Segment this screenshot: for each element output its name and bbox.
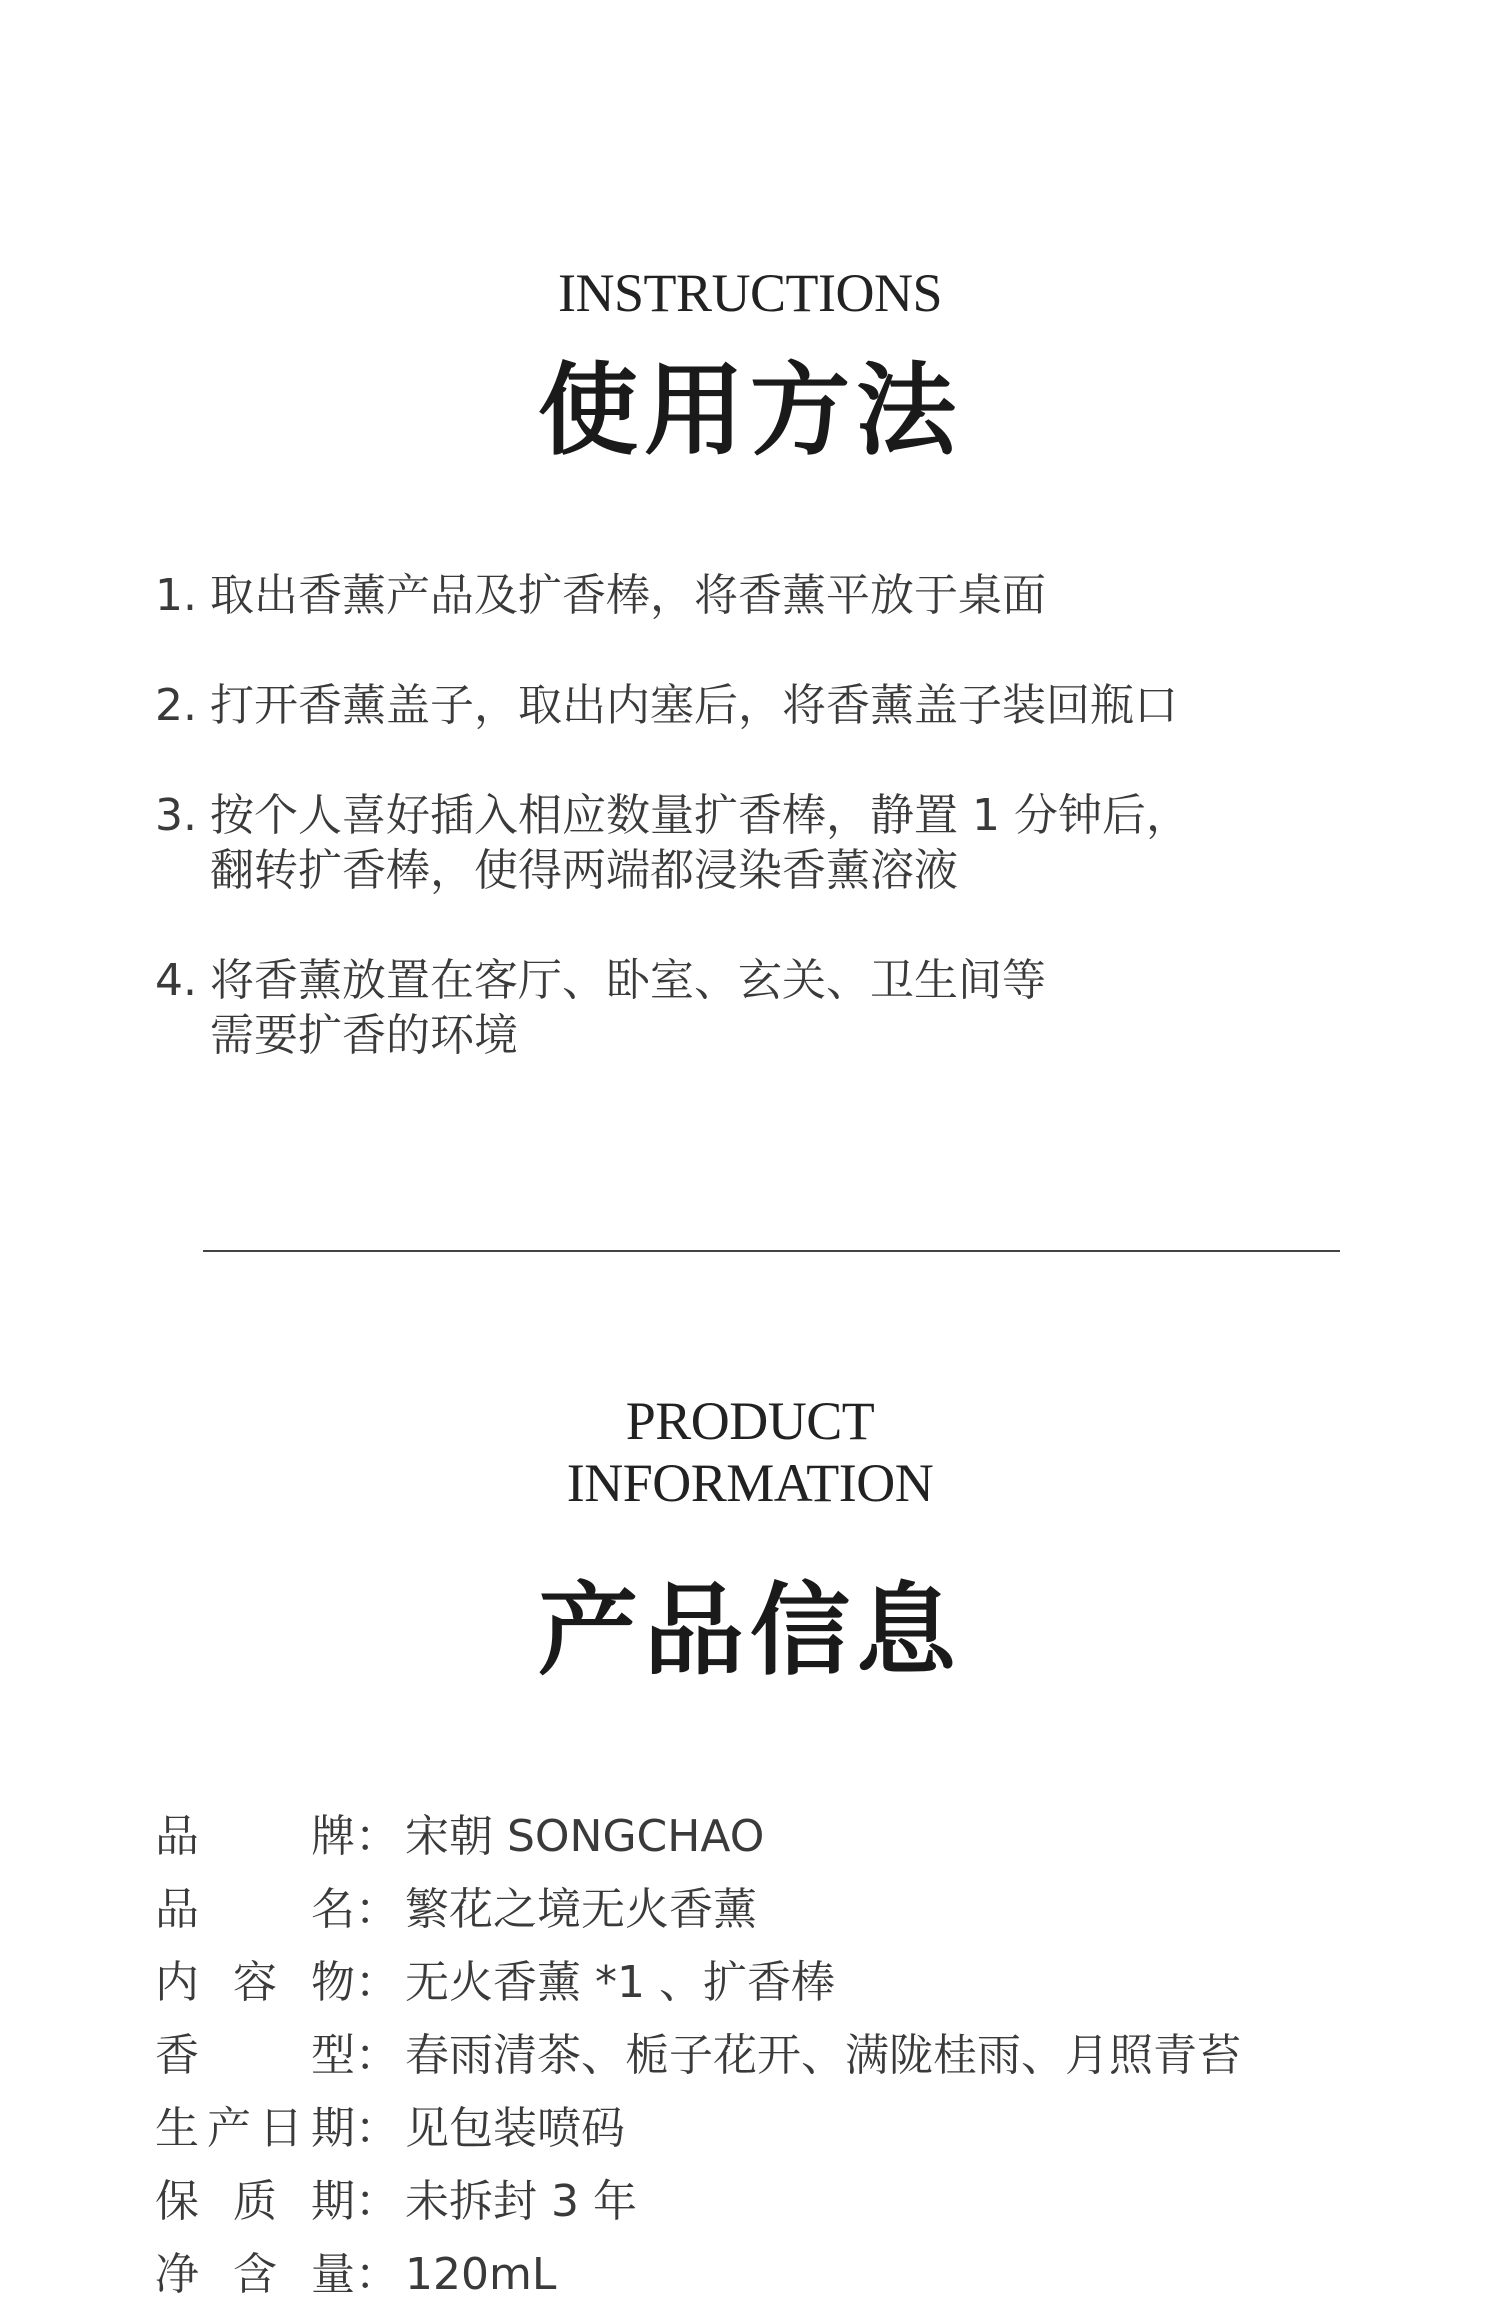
label-colon: ： bbox=[355, 1957, 399, 2008]
label-char: 品 bbox=[155, 1884, 199, 1935]
info-value: 见包装喷码 bbox=[405, 2103, 625, 2154]
label-char: 日 bbox=[259, 2103, 303, 2154]
step-item-1 bbox=[155, 568, 1355, 623]
label-colon: ： bbox=[355, 2249, 399, 2300]
step-line: 按个人喜好插入相应数量扩香棒，静置 1 分钟后， bbox=[210, 790, 1190, 841]
info-label bbox=[155, 2238, 405, 2311]
label-char: 内 bbox=[155, 1957, 199, 2008]
instructions-steps bbox=[155, 568, 1355, 1118]
info-label bbox=[155, 1873, 405, 1946]
label-colon: ： bbox=[355, 2176, 399, 2227]
step-line: 将香薰放置在客厅、卧室、玄关、卫生间等 bbox=[210, 955, 1046, 1006]
info-row-scent bbox=[155, 2019, 1455, 2092]
info-row-production-date bbox=[155, 2092, 1455, 2165]
instructions-heading: 使用方法 bbox=[538, 351, 962, 469]
info-label bbox=[155, 2165, 405, 2238]
section-divider bbox=[203, 1250, 1340, 1252]
info-value: 春雨清茶、栀子花开、满陇桂雨、月照青苔 bbox=[405, 2030, 1241, 2081]
product-info-table bbox=[155, 1800, 1455, 2311]
step-item-4 bbox=[155, 953, 1355, 1063]
label-colon: ： bbox=[355, 1884, 399, 1935]
step-number: 4. bbox=[155, 955, 197, 1006]
label-char: 产 bbox=[207, 2103, 251, 2154]
info-label bbox=[155, 1800, 405, 1873]
label-char: 含 bbox=[233, 2249, 277, 2300]
info-value: 未拆封 3 年 bbox=[405, 2176, 637, 2227]
step-line: 需要扩香的环境 bbox=[210, 1010, 518, 1061]
label-colon: ： bbox=[355, 1811, 399, 1862]
label-char: 物 bbox=[311, 1957, 355, 2008]
info-row-shelf-life bbox=[155, 2165, 1455, 2238]
product-info-eyebrow-line1: PRODUCT bbox=[625, 1391, 875, 1451]
info-row-net-content bbox=[155, 2238, 1455, 2311]
product-info-eyebrow-line2: INFORMATION bbox=[566, 1453, 934, 1513]
label-char: 品 bbox=[155, 1811, 199, 1862]
label-char: 期 bbox=[311, 2176, 355, 2227]
label-char: 型 bbox=[311, 2030, 355, 2081]
step-line: 打开香薰盖子，取出内塞后，将香薰盖子装回瓶口 bbox=[210, 680, 1178, 731]
step-number: 3. bbox=[155, 790, 197, 841]
info-label bbox=[155, 1946, 405, 2019]
step-line: 翻转扩香棒，使得两端都浸染香薰溶液 bbox=[210, 845, 958, 896]
info-value: 120mL bbox=[405, 2249, 557, 2300]
info-value: 繁花之境无火香薰 bbox=[405, 1884, 757, 1935]
label-char: 质 bbox=[233, 2176, 277, 2227]
info-row-name bbox=[155, 1873, 1455, 1946]
label-char: 保 bbox=[155, 2176, 199, 2227]
info-label bbox=[155, 2092, 405, 2165]
label-char: 净 bbox=[155, 2249, 199, 2300]
label-char: 容 bbox=[233, 1957, 277, 2008]
label-char: 期 bbox=[311, 2103, 355, 2154]
label-char: 量 bbox=[311, 2249, 355, 2300]
label-colon: ： bbox=[355, 2103, 399, 2154]
info-label bbox=[155, 2019, 405, 2092]
label-char: 香 bbox=[155, 2030, 199, 2081]
label-char: 生 bbox=[155, 2103, 199, 2154]
step-number: 1. bbox=[155, 570, 197, 621]
step-line: 取出香薰产品及扩香棒，将香薰平放于桌面 bbox=[210, 570, 1046, 621]
step-number: 2. bbox=[155, 680, 197, 731]
step-item-2 bbox=[155, 678, 1355, 733]
info-value: 宋朝 SONGCHAO bbox=[405, 1811, 765, 1862]
info-value: 无火香薰 *1 、扩香棒 bbox=[405, 1957, 835, 2008]
label-char: 牌 bbox=[311, 1811, 355, 1862]
label-char: 名 bbox=[311, 1884, 355, 1935]
step-item-3 bbox=[155, 788, 1355, 898]
info-row-brand bbox=[155, 1800, 1455, 1873]
label-colon: ： bbox=[355, 2030, 399, 2081]
instructions-eyebrow: INSTRUCTIONS bbox=[557, 263, 943, 323]
info-row-contents bbox=[155, 1946, 1455, 2019]
product-info-heading: 产品信息 bbox=[538, 1571, 962, 1689]
